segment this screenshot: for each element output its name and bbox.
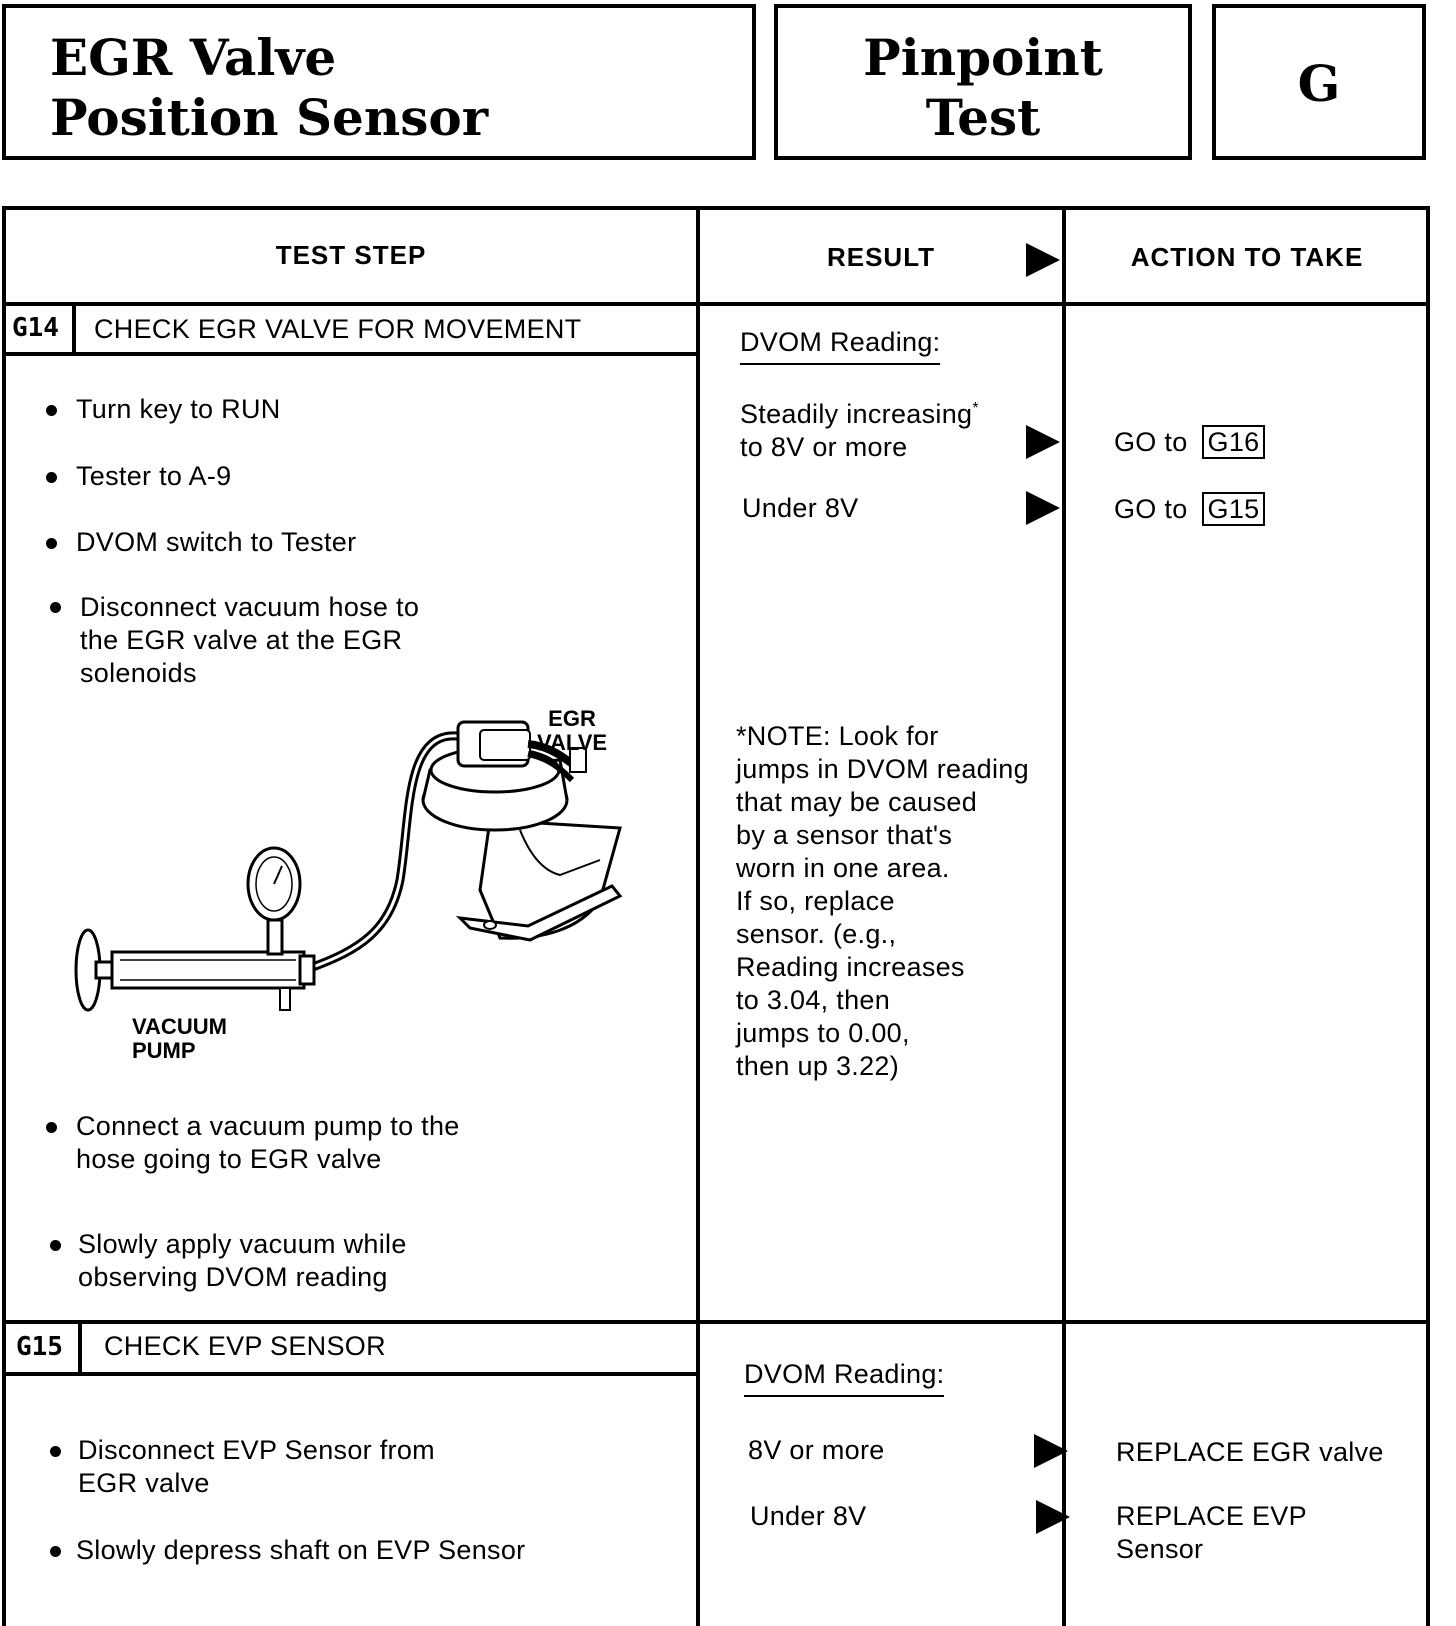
title-line-1: EGR Valve [50, 28, 337, 87]
g14-step-4-line-1: Disconnect vacuum hose to [80, 592, 420, 622]
title-line-2: Position Sensor [50, 88, 489, 147]
result-header-arrow [1026, 243, 1060, 277]
g14-result-2: Under 8V [742, 493, 859, 523]
bullet-icon [50, 1546, 61, 1557]
g15-step-code: G15 [16, 1332, 63, 1362]
g14-step-1: Turn key to RUN [76, 394, 281, 424]
divider-result [696, 206, 700, 1626]
header-rule [2, 302, 1430, 306]
g14-dvom-reading: DVOM Reading: [740, 326, 940, 365]
note-line-4: by a sensor that's [736, 820, 953, 850]
vacuum-pump-label-2: PUMP [132, 1038, 196, 1063]
test-letter: G [1297, 54, 1341, 113]
pinpoint-test-label [778, 28, 1188, 148]
g14-step-3: DVOM switch to Tester [76, 527, 357, 557]
bullet-icon [46, 472, 57, 483]
g14-result-1-line-2: to 8V or more [740, 432, 908, 462]
g14-step-2: Tester to A-9 [76, 461, 232, 491]
g15-step-1 [78, 1434, 435, 1500]
g14-step-4 [80, 591, 419, 690]
g14-note [736, 720, 1029, 1083]
g15-code-divider [78, 1320, 82, 1374]
g15-step-1-line-1: Disconnect EVP Sensor from [78, 1435, 435, 1465]
g15-result-1: 8V or more [748, 1435, 885, 1465]
note-line-1: *NOTE: Look for [736, 721, 939, 751]
g15-dvom-reading: DVOM Reading: [744, 1358, 944, 1397]
note-line-8: Reading increases [736, 952, 965, 982]
g15-action-2-line-2: Sensor [1116, 1534, 1204, 1564]
g14-result-1-line-1: Steadily increasing [740, 399, 973, 429]
bullet-icon [46, 1122, 57, 1133]
g14-code-divider [72, 302, 76, 354]
vacuum-pump-label-1: VACUUM [132, 1014, 227, 1039]
note-line-5: worn in one area. [736, 853, 950, 883]
g14-result-1-star: * [972, 400, 979, 417]
note-line-3: that may be caused [736, 787, 978, 817]
g14-result-heading [740, 326, 940, 365]
g15-action-2-line-1: REPLACE EVP [1116, 1501, 1307, 1531]
result-header: RESULT [826, 242, 936, 272]
g14-result-1-arrow [1026, 425, 1060, 459]
g14-step-6 [78, 1228, 407, 1294]
pinpoint-test-box [774, 4, 1192, 160]
bullet-icon [50, 602, 61, 613]
egr-valve-label-1: EGR [548, 706, 596, 731]
g15-action-2 [1116, 1500, 1307, 1566]
g14-title-rule [2, 352, 700, 356]
g15-step-1-line-2: EGR valve [78, 1468, 210, 1498]
note-line-9: to 3.04, then [736, 985, 891, 1015]
g15-result-2-arrow [1036, 1500, 1070, 1534]
g14-action-2-prefix: GO to [1114, 494, 1188, 524]
vacuum-pump [76, 848, 314, 1010]
goto-g15-link[interactable]: G15 [1202, 492, 1266, 526]
bullet-icon [50, 1446, 61, 1457]
g15-result-heading [744, 1358, 944, 1397]
g14-result-2-arrow [1026, 491, 1060, 525]
g15-step-2: Slowly depress shaft on EVP Sensor [76, 1535, 526, 1565]
g14-action-2[interactable] [1114, 492, 1265, 526]
g14-action-1-prefix: GO to [1114, 427, 1188, 457]
test-letter-box [1212, 4, 1426, 160]
test-step-header: TEST STEP [275, 240, 427, 270]
page-title [50, 28, 488, 148]
bullet-icon [46, 538, 57, 549]
bullet-icon [46, 405, 57, 416]
g14-result-1 [740, 392, 979, 464]
note-line-7: sensor. (e.g., [736, 919, 897, 949]
g14-step-4-line-2: the EGR valve at the EGR [80, 625, 403, 655]
g14-step-code: G14 [12, 313, 59, 343]
g14-action-1[interactable] [1114, 425, 1265, 459]
egr-valve-label-2: VALVE [536, 730, 608, 755]
note-line-2: jumps in DVOM reading [736, 754, 1029, 784]
g15-step-title: CHECK EVP SENSOR [104, 1331, 386, 1361]
g14-step-5 [76, 1110, 460, 1176]
g14-step-5-line-1: Connect a vacuum pump to the [76, 1111, 460, 1141]
g14-step-title: CHECK EGR VALVE FOR MOVEMENT [94, 314, 582, 344]
g14-step-4-line-3: solenoids [80, 658, 197, 688]
bullet-icon [50, 1240, 61, 1251]
g14-step-5-line-2: hose going to EGR valve [76, 1144, 382, 1174]
note-line-11: then up 3.22) [736, 1051, 900, 1081]
g15-title-rule [2, 1372, 700, 1376]
pinpoint-line: Pinpoint [863, 28, 1103, 87]
goto-g16-link[interactable]: G16 [1202, 425, 1266, 459]
g15-result-1-arrow [1034, 1434, 1068, 1468]
g14-step-6-line-1: Slowly apply vacuum while [78, 1229, 407, 1259]
g15-action-1: REPLACE EGR valve [1116, 1437, 1384, 1467]
g14-step-6-line-2: observing DVOM reading [78, 1262, 388, 1292]
note-line-10: jumps to 0.00, [736, 1018, 910, 1048]
divider-action [1062, 206, 1066, 1626]
action-header: ACTION TO TAKE [1130, 242, 1364, 272]
g15-result-2: Under 8V [750, 1501, 867, 1531]
title-box [2, 4, 756, 160]
g15-section-rule [2, 1320, 1430, 1324]
note-line-6: If so, replace [736, 886, 895, 916]
egr-vacuum-figure [60, 700, 660, 1080]
test-line: Test [925, 88, 1041, 147]
